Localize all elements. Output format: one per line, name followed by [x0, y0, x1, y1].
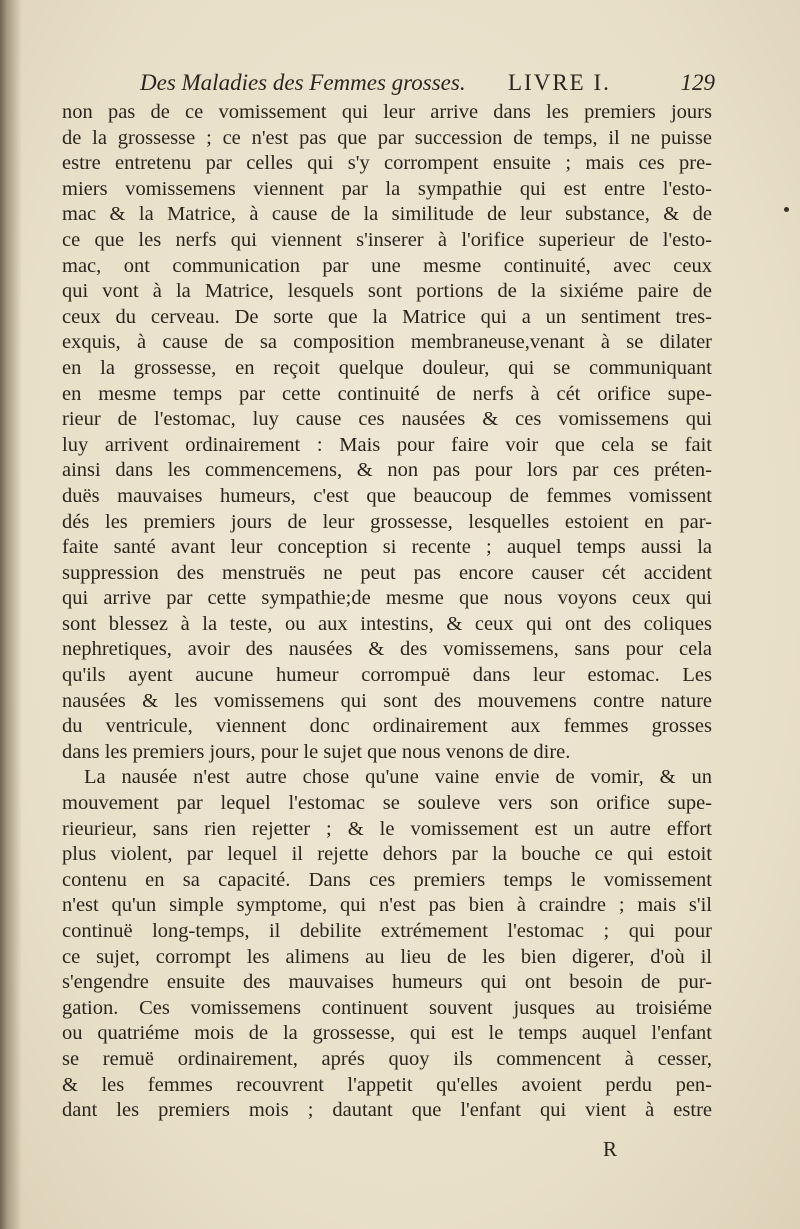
text-line: ce sujet, corrompt les alimens au lieu de les bien digerer, d'où il: [62, 945, 712, 968]
signature-mark: R: [603, 1137, 618, 1161]
ink-speck: [784, 207, 789, 212]
text-line: continuë long-temps, il debilite extrémement l'estomac ; qui pour: [62, 920, 712, 942]
text-line: plus violent, par lequel il rejette dehors par la bouche ce qui estoit: [62, 843, 712, 866]
text-line: du ventricule, viennent donc ordinairement aux femmes grosses: [62, 715, 712, 738]
running-title: Des Maladies des Femmes grosses.: [140, 70, 466, 95]
text-line: mac, ont communication par une mesme continuité, avec ceux: [62, 254, 712, 277]
text-line: exquis, à cause de sa composition membraneuse,venant à se dilater: [62, 331, 712, 354]
text-line: dant les premiers mois ; dautant que l'enfant qui vient à estre: [62, 1099, 712, 1122]
text-line: mac & la Matrice, à cause de la similitude de leur substance, & de: [62, 203, 712, 226]
text-line: ou quatriéme mois de la grossesse, qui est le temps auquel l'enfant: [62, 1022, 712, 1045]
book-label: LIVRE I.: [508, 70, 611, 95]
text-line: luy arrivent ordinairement : Mais pour faire voir que cela se fait: [62, 433, 712, 456]
binding-shadow: [0, 0, 22, 1229]
text-line: faite santé avant leur conception si recente ; auquel temps aussi la: [62, 536, 712, 559]
text-line: qui vont à la Matrice, lesquels sont portions de la sixiéme paire de: [62, 280, 712, 303]
text-line: ce que les nerfs qui viennent s'inserer à l'orifice superieur de l'esto-: [62, 228, 712, 251]
page-number: 129: [680, 70, 715, 95]
text-line: suppression des menstruës ne peut pas encore causer cét accident: [62, 561, 712, 584]
text-line: mouvement par lequel l'estomac se souleve vers son orifice supe-: [62, 792, 712, 815]
text-line: en mesme temps par cette continuité de nerfs à cét orifice supe-: [62, 382, 712, 405]
text-line: La nausée n'est autre chose qu'une vaine envie de vomir, & un: [84, 766, 712, 789]
text-line: qu'ils ayent aucune humeur corrompuë dans leur estomac. Les: [62, 664, 712, 687]
text-line: n'est qu'un simple symptome, qui n'est pas bien à craindre ; mais s'il: [62, 894, 712, 917]
body-text: [62, 100, 712, 1124]
text-line: sont blessez à la teste, ou aux intestins, & ceux qui ont des coliques: [62, 612, 712, 635]
text-line: non pas de ce vomissement qui leur arrive dans les premiers jours: [62, 101, 712, 123]
text-line: ainsi dans les commencemens, & non pas pour lors par ces préten-: [62, 459, 712, 482]
text-line: de la grossesse ; ce n'est pas que par succession de temps, il ne puisse: [62, 126, 712, 149]
text-line: rieur de l'estomac, luy cause ces nausées & ces vomissemens qui: [62, 408, 712, 431]
text-line: s'engendre ensuite des mauvaises humeurs qui ont besoin de pur-: [62, 971, 712, 994]
text-line: contenu en sa capacité. Dans ces premiers temps le vomissement: [62, 868, 712, 891]
text-line: dés les premiers jours de leur grossesse, lesquelles estoient en par-: [62, 510, 712, 533]
text-line: estre entretenu par celles qui s'y corrompent ensuite ; mais ces pre-: [62, 152, 712, 175]
text-line: nausées & les vomissemens qui sont des mouvemens contre nature: [62, 689, 712, 712]
text-line: rieurieur, sans rien rejetter ; & le vomissement est un autre effort: [62, 817, 712, 840]
text-line: ceux du cerveau. De sorte que la Matrice qui a un sentiment tres-: [62, 305, 712, 328]
text-line: gation. Ces vomissemens continuent souvent jusques au troisiéme: [62, 996, 712, 1019]
text-line: en la grossesse, en reçoit quelque douleur, qui se communiquant: [62, 356, 712, 379]
text-line: qui arrive par cette sympathie;de mesme que nous voyons ceux qui: [62, 587, 712, 610]
text-line: & les femmes recouvrent l'appetit qu'elles avoient perdu pen-: [62, 1073, 712, 1096]
text-line: nephretiques, avoir des nausées & des vomissemens, sans pour cela: [62, 638, 712, 661]
text-line: duës mauvaises humeurs, c'est que beaucoup de femmes vomissent: [62, 484, 712, 507]
text-line: dans les premiers jours, pour le sujet que nous venons de dire.: [62, 740, 571, 763]
text-line: miers vomissemens viennent par la sympathie qui est entre l'esto-: [62, 177, 712, 200]
page-header: [140, 70, 715, 100]
text-line: se remuë ordinairement, aprés quoy ils commencent à cesser,: [62, 1047, 712, 1070]
